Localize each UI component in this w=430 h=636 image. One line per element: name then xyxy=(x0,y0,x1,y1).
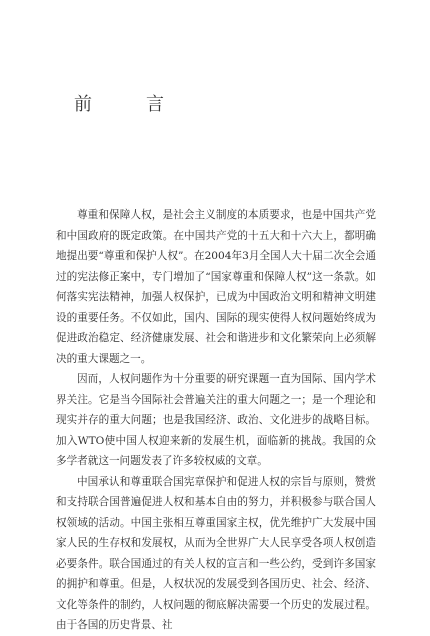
page-title: 前 言 xyxy=(74,94,182,115)
paragraph-1: 尊重和保障人权，是社会主义制度的本质要求，也是中国共产党和中国政府的既定政策。在中国共产党的十五大和十六大上，都明确地提出要“尊重和保护人权”。在2004年3月全国人大十届二次全会通过的宪法修正案中，专门增加了“国家尊重和保障人权”这一条款。如何落实宪法精神，加强人权保护，已成为中国政治文明和精神文明建设的重要任务。不仅如此，国内、国际的现实使得人权问题始终成为促进政治稳定、经济健康发展、社会和谐进步和文化繁荣向上必须解决的重大课题之一。 xyxy=(56,209,376,365)
preface-body xyxy=(56,205,376,636)
paragraph-3: 中国承认和尊重联合国宪章保护和促进人权的宗旨与原则，赞赏和支持联合国普遍促进人权和基本自由的努力，并积极参与联合国人权领域的活动。中国主张相互尊重国家主权，优先维护广大发展中国家人民的生存权和发展权，从而为全世界广大人民享受各项人权创造必要条件。联合国通过的有关人权的宣言和一些公约，受到许多国家的拥护和尊重。但是，人权状况的发展受到各国历史、社会、经济、文化等条件的制约，人权问题的彻底解决需要一个历史的发展过程。由于各国的历史背景、社 xyxy=(56,475,376,631)
paragraph-2: 因而，人权问题作为十分重要的研究课题一直为国际、国内学术界关注。它是当今国际社会普遍关注的重大问题之一；是一个理论和现实并存的重大问题；也是我国经济、政治、文化进步的战略目标。加入WTO使中国人权迎来新的发展生机，面临新的挑战。我国的众多学者就这一问题发表了许多较权威的文章。 xyxy=(56,373,376,467)
